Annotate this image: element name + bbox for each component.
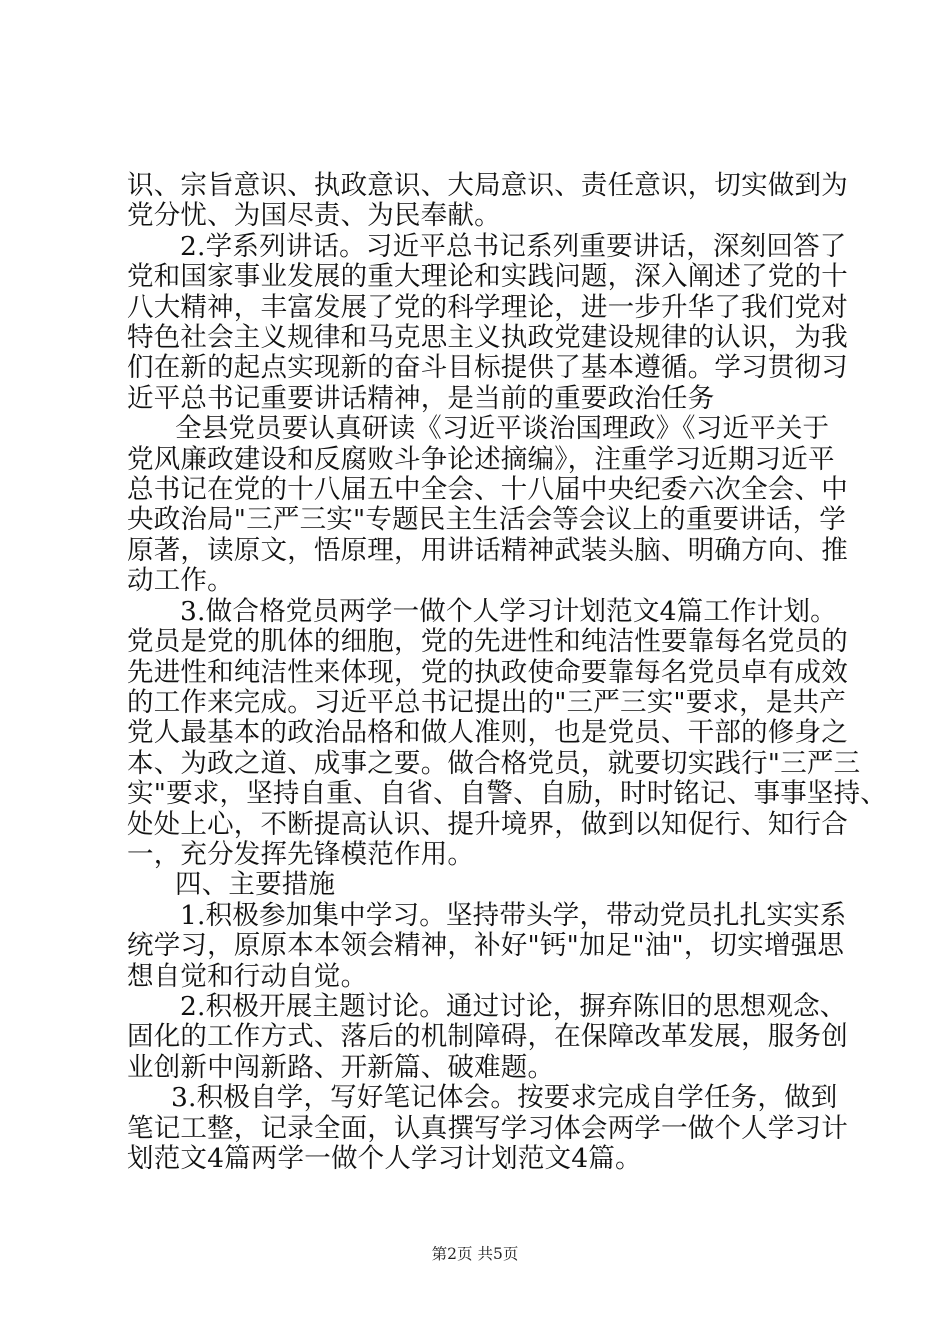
page-footer: 第2页 共5页 [431,1245,519,1263]
text-line: 想自觉和行动自觉。 [127,960,368,992]
section-heading: 四、主要措施 [175,869,336,901]
text-line: 一，充分发挥先锋模范作用。 [127,838,475,870]
text-line: 党和国家事业发展的重大理论和实践问题，深入阐述了党的十 [127,261,848,293]
text-line: 2.积极开展主题讨论。通过讨论，摒弃陈旧的思想观念、 [180,990,847,1022]
text-line: 近平总书记重要讲话精神，是当前的重要政治任务 [127,382,715,414]
text-line: 党分忧、为国尽责、为民奉献。 [127,200,501,232]
text-line: 笔记工整，记录全面，认真撰写学习体会两学一做个人学习计 [127,1112,848,1144]
text-line: 们在新的起点实现新的奋斗目标提供了基本遵循。学习贯彻习 [127,352,848,384]
text-line: 动工作。 [127,565,234,597]
text-line: 党风廉政建设和反腐败斗争论述摘编》，注重学习近期习近平 [127,443,835,475]
text-line: 处处上心，不断提高认识、提升境界，做到以知促行、知行合 [127,808,848,840]
text-line: 先进性和纯洁性来体现，党的执政使命要靠每名党员卓有成效 [127,656,848,688]
text-line: 统学习，原原本本领会精神，补好"钙"加足"油"，切实增强思 [127,930,845,962]
text-line: 央政治局"三严三实"专题民主生活会等会议上的重要讲话，学 [127,504,846,536]
text-line: 1.积极参加集中学习。坚持带头学，带动党员扎扎实实系 [180,899,847,931]
text-line: 2.学系列讲话。习近平总书记系列重要讲话，深刻回答了 [180,230,847,262]
text-line: 党人最基本的政治品格和做人准则，也是党员、干部的修身之 [127,717,848,749]
text-line: 的工作来完成。习近平总书记提出的"三严三实"要求，是共产 [127,686,846,718]
text-line: 总书记在党的十八届五中全会、十八届中央纪委六次全会、中 [127,474,848,506]
text-line: 本、为政之道、成事之要。做合格党员，就要切实践行"三严三 [127,747,861,779]
document-body [127,170,887,1174]
text-line: 3.做合格党员两学一做个人学习计划范文4篇工作计划。 [180,595,837,627]
text-line: 业创新中闯新路、开新篇、破难题。 [127,1051,555,1083]
text-line: 全县党员要认真研读《习近平谈治国理政》《习近平关于 [175,413,830,445]
text-line: 原著，读原文，悟原理，用讲话精神武装头脑、明确方向、推 [127,534,848,566]
text-line: 划范文4篇两学一做个人学习计划范文4篇。 [127,1143,642,1174]
text-line: 党员是党的肌体的细胞，党的先进性和纯洁性要靠每名党员的 [127,626,848,658]
text-line: 特色社会主义规律和马克思主义执政党建设规律的认识，为我 [127,322,848,354]
text-line: 八大精神，丰富发展了党的科学理论，进一步升华了我们党对 [127,291,848,323]
text-line: 识、宗旨意识、执政意识、大局意识、责任意识，切实做到为 [127,170,848,201]
text-line: 固化的工作方式、落后的机制障碍，在保障改革发展，服务创 [127,1021,848,1053]
text-line: 实"要求，坚持自重、自省、自警、自励，时时铭记、事事坚持、 [127,778,887,810]
text-line: 3.积极自学，写好笔记体会。按要求完成自学任务，做到 [171,1082,838,1114]
